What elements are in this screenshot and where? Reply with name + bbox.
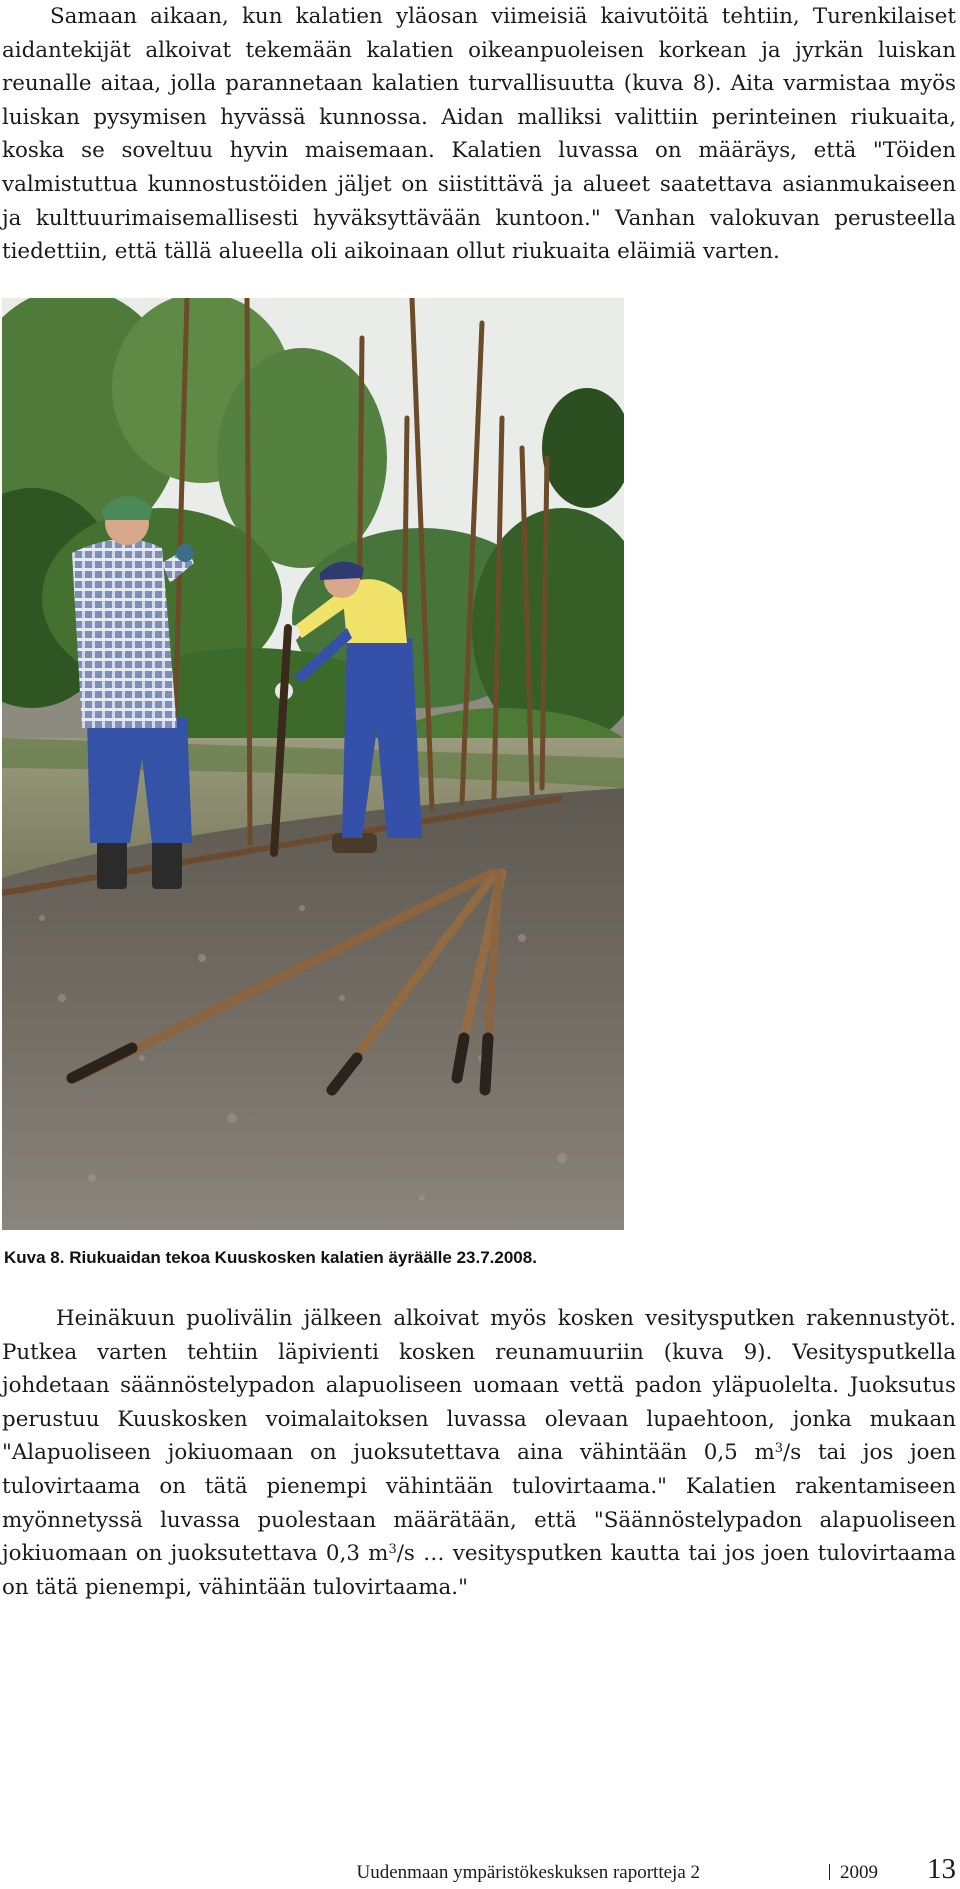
superscript-cubed-2: 3 xyxy=(388,1542,397,1558)
fence-building-photo xyxy=(2,298,624,1230)
footer-year: 2009 xyxy=(840,1862,878,1883)
paragraph-2 xyxy=(2,1302,956,1604)
paragraph-2-part-b: /s tai jos joen tulovirtaama on tätä pienempi vähintään tulovirtaama." Kalatien rakentamiseen myönnetyssä luvassa puolestaan määrätään, että "Säännöstelypadon alapuoliseen jokiuomaan on juoksutettava 0,3 m xyxy=(2,1440,957,1567)
paragraph-1: Samaan aikaan, kun kalatien yläosan viimeisiä kaivutöitä tehtiin, Turenkilaiset aidantekijät alkoivat tekemään kalatien oikeanpuoleisen korkean ja jyrkän luiskan reunalle aitaa, jolla parannetaan kalatien turvallisuutta (kuva 8). Aita varmistaa myös luiskan pysymisen hyvässä kunnossa. Aidan malliksi valittiin perinteinen riukuaita, koska se soveltuu hyvin maisemaan. Kalatien luvassa on määräys, että "Töiden valmistuttua kunnostustöiden jäljet on siistittävä ja alueet saatettava asianmukaiseen ja kulttuurimaisemallisesti hyväksyttävään kuntoon." Vanhan valokuvan perusteella tiedettiin, että tällä alueella oli aikoinaan ollut riukuaita eläimiä varten. xyxy=(2,4,956,265)
paragraph-2-part-a: Heinäkuun puolivälin jälkeen alkoivat myös kosken vesitysputken rakennustyöt. Putkea varten tehtiin läpivienti kosken reunamuuriin (kuva 9). Vesitysputkella johdetaan säännöstelypadon alapuoliseen uomaan vettä padon yläpuolelta. Juoksutus perustuu Kuuskosken voimalaitoksen luvassa olevaan lupaehtoon, jonka mukaan "Alapuoliseen jokiuomaan on juoksutettava aina vähintään 0,5 m xyxy=(2,1306,956,1466)
footer-series-title: Uudenmaan ympäristökeskuksen raportteja 2 xyxy=(356,1862,700,1883)
page-number: 13 xyxy=(927,1853,956,1885)
figure-caption: Kuva 8. Riukuaidan tekoa Kuuskosken kalatien äyräälle 23.7.2008. xyxy=(4,1248,537,1267)
footer-separator xyxy=(829,1864,830,1880)
photo-ground xyxy=(2,788,624,1230)
superscript-cubed-1: 3 xyxy=(774,1441,784,1457)
paragraph-2-part-c: /s … vesitysputken kautta tai jos joen tulovirtaama on tätä pienempi, vähintään tulovirtaama." xyxy=(2,1541,956,1600)
